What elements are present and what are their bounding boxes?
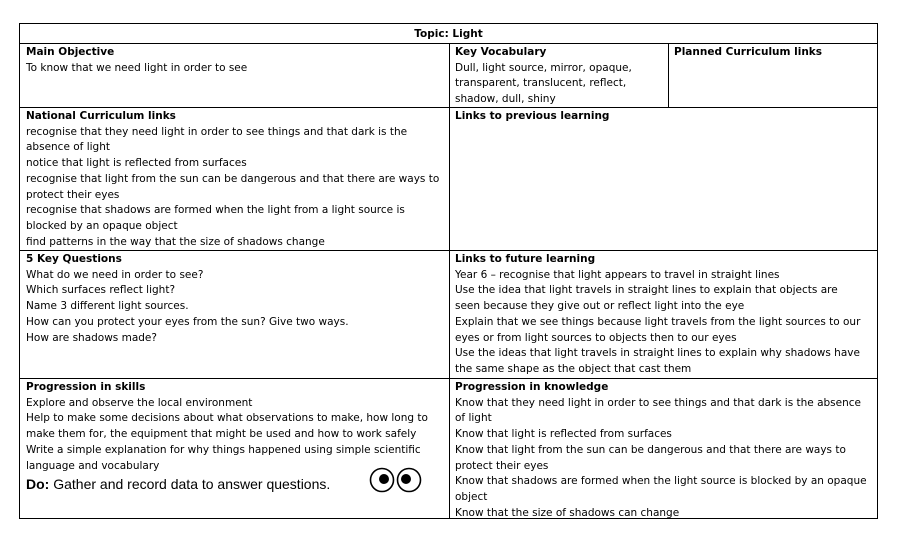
progression-skills-heading: Progression in skills — [26, 381, 146, 393]
key-question: What do we need in order to see? — [26, 268, 204, 281]
key-question: How can you protect your eyes from the sun? Give two ways. — [26, 315, 349, 328]
progression-skills-cell — [26, 380, 428, 493]
main-objective-cell — [26, 45, 247, 76]
key-questions-heading: 5 Key Questions — [26, 253, 122, 265]
column-divider — [449, 43, 450, 518]
progression-skills-line: language and vocabulary — [26, 459, 160, 472]
national-curriculum-line: notice that light is reflected from surfaces — [26, 157, 247, 170]
previous-learning-cell — [455, 109, 609, 125]
topic-table — [19, 23, 878, 519]
future-learning-line: Use the ideas that light travels in straight lines to explain why shadows have — [455, 347, 860, 360]
do-instruction — [26, 475, 428, 493]
main-objective-heading: Main Objective — [26, 46, 115, 58]
future-learning-line: Explain that we see things because light travels from the light sources to our — [455, 315, 861, 328]
progression-knowledge-line: Know that shadows are formed when the light source is blocked by an opaque — [455, 475, 867, 488]
progression-knowledge-line: of light — [455, 412, 492, 425]
future-learning-line: seen because they give out or reflect light into the eye — [455, 300, 745, 313]
progression-knowledge-cell — [455, 380, 867, 521]
progression-skills-line: Help to make some decisions about what observations to make, how long to — [26, 412, 428, 425]
key-question: Which surfaces reflect light? — [26, 284, 176, 297]
topic-title: Topic: Light — [414, 28, 483, 40]
column-divider — [668, 43, 669, 107]
future-learning-line: Use the idea that light travels in straight lines to explain that objects are — [455, 284, 838, 297]
national-curriculum-line: blocked by an opaque object — [26, 219, 178, 232]
national-curriculum-line: recognise that light from the sun can be dangerous and that there are ways to — [26, 172, 440, 185]
progression-skills-line: Write a simple explanation for why things happened using simple scientific — [26, 443, 421, 456]
progression-knowledge-heading: Progression in knowledge — [455, 381, 609, 393]
future-learning-line: the same shape as the object that cast them — [455, 362, 692, 375]
progression-knowledge-line: protect their eyes — [455, 459, 549, 472]
previous-learning-heading: Links to previous learning — [455, 110, 610, 122]
key-vocabulary-cell — [455, 45, 632, 108]
progression-knowledge-line: Know that light is reflected from surfaces — [455, 428, 672, 441]
national-curriculum-heading: National Curriculum links — [26, 110, 176, 122]
progression-knowledge-line: object — [455, 490, 488, 503]
national-curriculum-line: find patterns in the way that the size of shadows change — [26, 235, 325, 248]
key-vocabulary-line: Dull, light source, mirror, opaque, — [455, 61, 632, 74]
progression-knowledge-line: Know that they need light in order to see things and that dark is the absence — [455, 396, 861, 409]
progression-knowledge-line: Know that light from the sun can be dangerous and that there are ways to — [455, 443, 846, 456]
progression-knowledge-line: Know that the size of shadows can change — [455, 506, 680, 519]
progression-skills-line: Explore and observe the local environment — [26, 396, 253, 409]
key-question: How are shadows made? — [26, 331, 157, 344]
key-vocabulary-line: shadow, dull, shiny — [455, 93, 556, 106]
eyes-icon — [369, 467, 423, 493]
planned-curriculum-cell — [674, 45, 822, 61]
national-curriculum-line: recognise that shadows are formed when the light from a light source is — [26, 204, 405, 217]
future-learning-cell — [455, 252, 860, 378]
key-vocabulary-line: transparent, translucent, reflect, — [455, 77, 627, 90]
progression-skills-line: make them for, the equipment that might be used and how to work safely — [26, 428, 417, 441]
future-learning-line: eyes or from light sources to objects then to our eyes — [455, 331, 737, 344]
national-curriculum-line: absence of light — [26, 141, 110, 154]
main-objective-line: To know that we need light in order to see — [26, 61, 248, 74]
do-text: Gather and record data to answer questions. — [49, 476, 331, 493]
key-question: Name 3 different light sources. — [26, 300, 189, 313]
national-curriculum-line: recognise that they need light in order to see things and that dark is the — [26, 125, 408, 138]
national-curriculum-line: protect their eyes — [26, 188, 120, 201]
future-learning-line: Year 6 – recognise that light appears to travel in straight lines — [455, 268, 780, 281]
national-curriculum-cell — [26, 109, 439, 250]
future-learning-heading: Links to future learning — [455, 253, 596, 265]
key-vocabulary-heading: Key Vocabulary — [455, 46, 547, 58]
key-questions-cell — [26, 252, 349, 346]
planned-curriculum-heading: Planned Curriculum links — [674, 46, 823, 58]
do-label: Do: — [26, 476, 50, 493]
